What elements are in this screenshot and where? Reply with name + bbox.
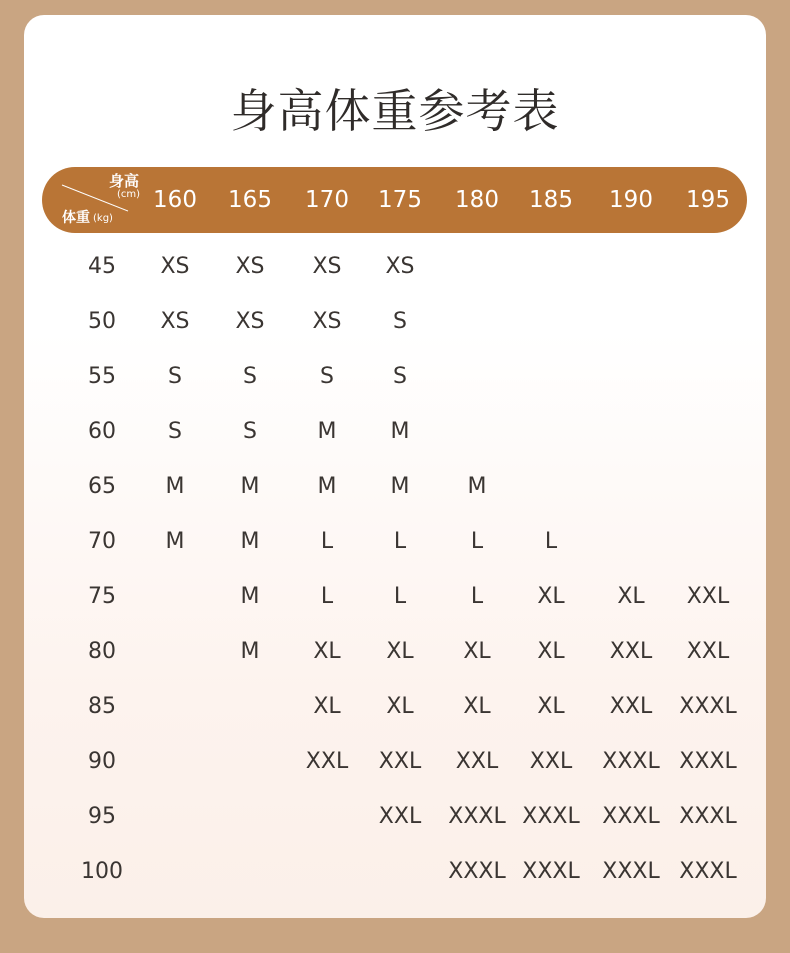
size-cell: XS: [312, 309, 342, 334]
row-weight-label: 75: [88, 584, 116, 609]
size-cell: L: [393, 529, 407, 554]
size-cell: L: [470, 529, 484, 554]
header-height-4: 180: [455, 187, 499, 213]
size-cell: XL: [463, 639, 491, 664]
size-cell: XS: [312, 254, 342, 279]
row-weight-label: 65: [88, 474, 116, 499]
row-weight-label: 85: [88, 694, 116, 719]
size-cell: XXXL: [679, 859, 737, 884]
size-cell: XL: [537, 584, 565, 609]
size-cell: XS: [160, 254, 190, 279]
size-cell: L: [320, 584, 334, 609]
size-cell: M: [240, 529, 260, 554]
size-cell: XXXL: [448, 859, 506, 884]
size-cell: XS: [160, 309, 190, 334]
size-cell: XS: [235, 254, 265, 279]
size-cell: L: [544, 529, 558, 554]
header-height-6: 190: [609, 187, 653, 213]
size-cell: XXL: [378, 804, 422, 829]
size-cell: XL: [537, 694, 565, 719]
row-weight-label: 95: [88, 804, 116, 829]
size-cell: S: [243, 419, 257, 444]
size-cell: S: [393, 364, 407, 389]
size-cell: XXL: [378, 749, 422, 774]
size-cell: XXXL: [522, 804, 580, 829]
page-title: 身高体重参考表: [230, 84, 560, 138]
size-cell: XXL: [609, 639, 653, 664]
corner-height-unit: (cm): [117, 189, 141, 200]
size-cell: XL: [617, 584, 645, 609]
row-weight-label: 50: [88, 309, 116, 334]
size-cell: S: [243, 364, 257, 389]
size-cell: M: [317, 419, 337, 444]
size-cell: M: [165, 474, 185, 499]
header-height-1: 165: [228, 187, 272, 213]
size-cell: XL: [313, 639, 341, 664]
header-height-0: 160: [153, 187, 197, 213]
row-weight-label: 100: [81, 859, 123, 884]
size-cell: S: [168, 364, 182, 389]
corner-weight-label: 体重: [62, 210, 90, 226]
size-cell: XXL: [305, 749, 349, 774]
size-cell: S: [320, 364, 334, 389]
size-cell: M: [240, 584, 260, 609]
row-weight-label: 90: [88, 749, 116, 774]
row-weight-label: 70: [88, 529, 116, 554]
size-cell: L: [393, 584, 407, 609]
size-cell: S: [393, 309, 407, 334]
size-cell: XXL: [609, 694, 653, 719]
header-height-3: 175: [378, 187, 422, 213]
size-cell: XXXL: [679, 749, 737, 774]
size-cell: XL: [386, 694, 414, 719]
size-cell: S: [168, 419, 182, 444]
size-cell: M: [467, 474, 487, 499]
size-cell: XS: [235, 309, 265, 334]
size-cell: XL: [313, 694, 341, 719]
size-cell: XXXL: [522, 859, 580, 884]
size-cell: M: [390, 474, 410, 499]
size-cell: L: [320, 529, 334, 554]
row-weight-label: 55: [88, 364, 116, 389]
corner-height-label: 身高: [109, 172, 140, 190]
header-corner-cell: [42, 167, 147, 233]
size-cell: XXXL: [679, 694, 737, 719]
size-cell: M: [317, 474, 337, 499]
size-cell: XXXL: [602, 859, 660, 884]
size-cell: XXXL: [448, 804, 506, 829]
size-cell: XXL: [529, 749, 573, 774]
size-cell: XXXL: [679, 804, 737, 829]
corner-weight-unit: (kg): [93, 213, 113, 224]
header-height-5: 185: [529, 187, 573, 213]
size-cell: M: [390, 419, 410, 444]
size-chart-card: [24, 15, 766, 918]
size-cell: XXL: [686, 584, 730, 609]
row-weight-label: 45: [88, 254, 116, 279]
size-cell: M: [240, 639, 260, 664]
size-cell: XL: [537, 639, 565, 664]
size-cell: XL: [463, 694, 491, 719]
size-cell: XS: [385, 254, 415, 279]
size-cell: XXXL: [602, 804, 660, 829]
header-height-7: 195: [686, 187, 730, 213]
size-cell: M: [240, 474, 260, 499]
header-height-2: 170: [305, 187, 349, 213]
row-weight-label: 60: [88, 419, 116, 444]
row-weight-label: 80: [88, 639, 116, 664]
size-cell: M: [165, 529, 185, 554]
size-cell: XXL: [686, 639, 730, 664]
size-cell: XL: [386, 639, 414, 664]
size-cell: XXXL: [602, 749, 660, 774]
size-cell: XXL: [455, 749, 499, 774]
size-cell: L: [470, 584, 484, 609]
